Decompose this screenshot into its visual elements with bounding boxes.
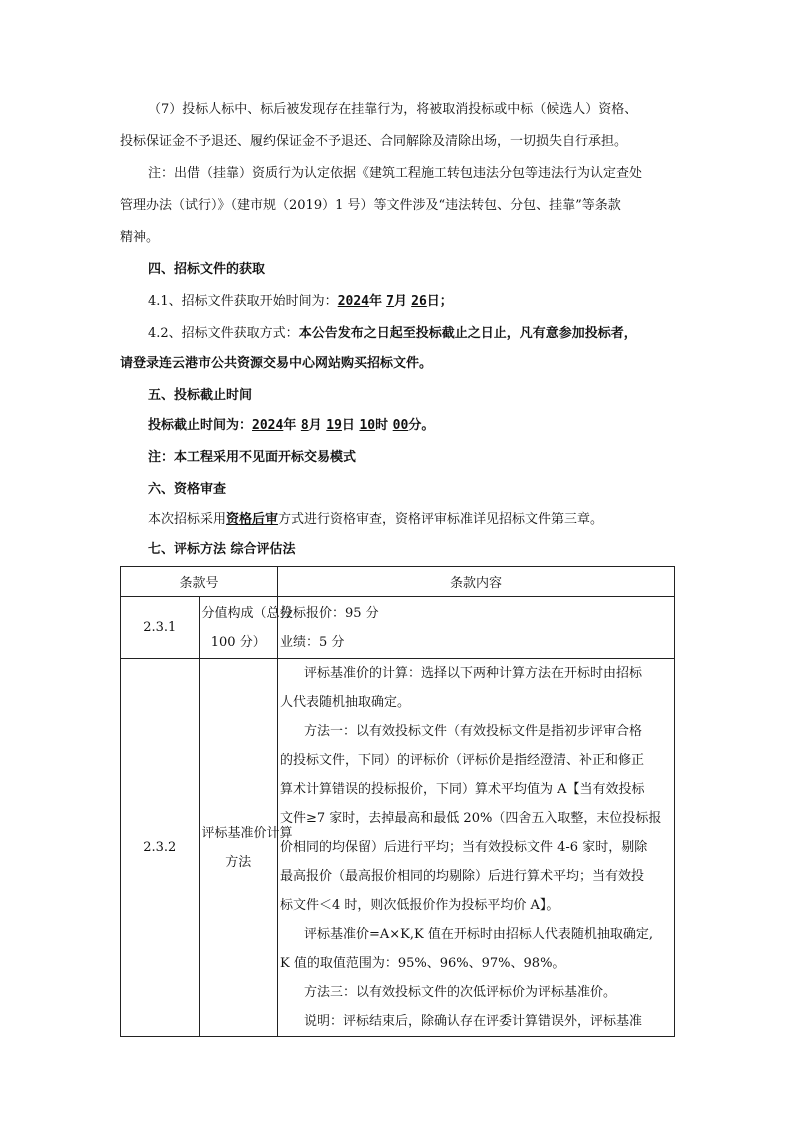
clause-name-benchmark-method [199, 659, 293, 1037]
deadline-month-unit: 月 [308, 418, 322, 433]
header-clause-number: 条款号 [121, 567, 278, 597]
clause-name-line: 100 分） [210, 634, 266, 650]
content-line: 的投标文件，下同）的评标价（评标价是指经澄清、补正和修正 [280, 753, 645, 768]
table-header-row [121, 567, 675, 597]
deadline-day-unit: 日 [341, 418, 355, 433]
deadline-day: 19 [326, 418, 342, 433]
content-line: 人代表随机抽取确定。 [280, 695, 411, 710]
section-6-text-prefix: 本次招标采用 [148, 512, 227, 527]
paragraph-7-line-2: 投标保证金不予退还、履约保证金不予退还、合同解除及清除出场，一切损失自行承担。 [120, 134, 628, 149]
start-year: 2024 [337, 294, 369, 309]
note-1-line-3: 精神。 [120, 230, 160, 245]
section-4-item-2-line-2: 请登录连云港市公共资源交易中心网站购买招标文件。 [120, 356, 433, 371]
clause-number-2-3-2: 2.3.2 [121, 659, 200, 1037]
clause-content-score-composition [278, 597, 675, 659]
item-2-bold-text: 本公告发布之日起至投标截止之日止，凡有意参加投标者， [298, 326, 637, 341]
deadline-month: 8 [300, 418, 309, 433]
item-2-prefix: 4.2、招标文件获取方式： [148, 326, 299, 341]
content-line: 算术计算错误的投标报价，下同）算术平均值为 A【当有效投标 [280, 782, 645, 797]
section-5-heading: 五、投标截止时间 [148, 388, 253, 403]
tender-mode-note: 注：本工程采用不见面开标交易模式 [148, 450, 357, 465]
start-year-unit: 年 [369, 294, 383, 309]
item-1-prefix: 4.1、招标文件获取开始时间为： [148, 294, 338, 309]
deadline-minute: 00 [392, 418, 409, 433]
content-line: 文件≥7 家时，去掉最高和最低 20%（四舍五入取整，末位投标报 [280, 811, 662, 826]
content-line: 标文件＜4 时，则次低报价作为投标平均价 A】。 [280, 898, 560, 913]
content-line: 评标基准价=A×K,K 值在开标时由招标人代表随机抽取确定, [304, 927, 653, 942]
content-line: 评标基准价的计算：选择以下两种计算方法在开标时由招标 [304, 666, 643, 681]
clause-name-line: 方法 [225, 854, 252, 870]
content-line: 最高报价（最高报价相同的均剔除）后进行算术平均；当有效投 [280, 869, 645, 884]
clause-content-benchmark-method [278, 659, 675, 1037]
section-7-heading: 七、评标方法 综合评估法 [148, 542, 296, 557]
clause-name-line: 评标基准价计算 [201, 825, 293, 841]
deadline-prefix: 投标截止时间为： [148, 418, 253, 433]
content-line: 方法三：以有效投标文件的次低评标价为评标基准价。 [304, 985, 617, 1000]
section-6-text [148, 510, 708, 530]
paragraph-7-line-1: （7）投标人标中、标后被发现存在挂靠行为，将被取消投标或中标（候选人）资格、 [148, 102, 638, 117]
start-month-unit: 月 [393, 294, 407, 309]
deadline-hour: 10 [359, 418, 376, 433]
content-line: 方法一：以有效投标文件（有效投标文件是指初步评审合格 [304, 724, 643, 739]
section-4-item-2 [148, 324, 708, 344]
note-1-line-1: 注：出借（挂靠）资质行为认定依据《建筑工程施工转包违法分包等违法行为认定查处 [148, 166, 643, 181]
evaluation-clause-table [120, 566, 675, 1037]
content-line: 业绩：5 分 [280, 634, 345, 650]
deadline-hour-unit: 时 [375, 418, 389, 433]
start-day: 26 [411, 294, 427, 309]
note-1-line-2: 管理办法（试行）》（建市规（2019）1 号）等文件涉及“违法转包、分包、挂靠”等条款 [120, 198, 621, 213]
clause-name-score-composition [199, 597, 293, 659]
section-4-item-1 [148, 292, 708, 312]
start-month: 7 [386, 294, 394, 309]
content-line: 投标报价：95 分 [280, 605, 379, 621]
section-6-text-suffix: 方式进行资格审查，资格评审标准详见招标文件第三章。 [278, 512, 604, 527]
section-4-heading: 四、招标文件的获取 [148, 262, 266, 277]
clause-name-line: 分值构成（总分 [201, 605, 293, 621]
section-6-heading: 六、资格审查 [148, 482, 227, 497]
content-line: 价相同的均保留）后进行平均；当有效投标文件 4-6 家时，剔除 [280, 840, 648, 855]
header-clause-content: 条款内容 [278, 567, 675, 597]
clause-number-2-3-1: 2.3.1 [121, 597, 200, 659]
table-row [121, 597, 675, 659]
deadline-line [148, 416, 708, 436]
post-qualification-term: 资格后审 [226, 512, 279, 527]
deadline-minute-unit: 分。 [408, 418, 435, 433]
content-line: 说明：评标结束后，除确认存在评委计算错误外，评标基准 [304, 1014, 643, 1029]
start-day-unit: 日； [426, 294, 453, 309]
table-row [121, 659, 675, 1037]
deadline-year-unit: 年 [283, 418, 297, 433]
content-line: K 值的取值范围为：95%、96%、97%、98%。 [280, 956, 566, 971]
deadline-year: 2024 [252, 418, 284, 433]
